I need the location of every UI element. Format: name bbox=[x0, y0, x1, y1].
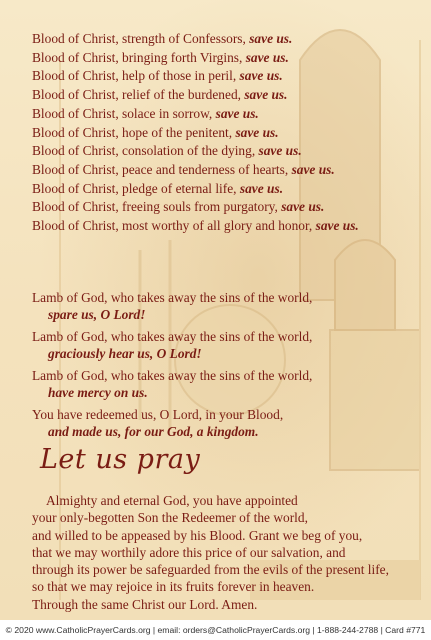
response-text: save us. bbox=[235, 124, 279, 140]
response-text: save us. bbox=[258, 143, 302, 159]
litany-line bbox=[32, 161, 422, 180]
litany-line bbox=[32, 180, 422, 199]
litany-line bbox=[32, 124, 422, 143]
prayer-line: your only-begotten Son the Redeemer of the world, bbox=[32, 510, 308, 526]
invocation-text: Blood of Christ, peace and tenderness of hearts, bbox=[32, 161, 292, 177]
stanza-line: You have redeemed us, O Lord, in your Blood, bbox=[32, 407, 284, 422]
stanza-line: Lamb of God, who takes away the sins of the world, bbox=[32, 329, 313, 344]
litany-line bbox=[32, 198, 422, 217]
response-text: save us. bbox=[249, 31, 293, 46]
agnus-dei bbox=[32, 289, 422, 445]
agnus-dei-stanza bbox=[32, 367, 422, 401]
invocation-text: Blood of Christ, hope of the penitent, bbox=[32, 124, 236, 140]
prayer-line: that we may worthily adore this price of our salvation, and bbox=[32, 544, 346, 560]
agnus-dei-stanza bbox=[32, 289, 422, 323]
stanza-line: Lamb of God, who takes away the sins of the world, bbox=[32, 368, 313, 383]
closing-prayer bbox=[32, 492, 427, 613]
agnus-dei-stanza bbox=[32, 406, 422, 440]
litany-line bbox=[32, 49, 422, 68]
response-text: save us. bbox=[239, 180, 284, 196]
response-text: save us. bbox=[281, 199, 325, 215]
response-text: save us. bbox=[315, 218, 359, 234]
stanza-line: Lamb of God, who takes away the sins of the world, bbox=[32, 290, 313, 305]
let-us-pray-heading: Let us pray bbox=[40, 444, 201, 475]
invocation-text: Blood of Christ, relief of the burdened, bbox=[32, 87, 245, 103]
litany-line bbox=[32, 67, 422, 86]
prayer-line: and willed to be appeased by his Blood. Grant we beg of you, bbox=[32, 527, 363, 543]
litany-line bbox=[32, 217, 422, 236]
invocation-text: Blood of Christ, bringing forth Virgins, bbox=[32, 49, 246, 65]
stanza-response: have mercy on us. bbox=[48, 385, 148, 400]
litany-line bbox=[32, 30, 422, 49]
invocation-text: Blood of Christ, consolation of the dying, bbox=[32, 143, 259, 159]
prayer-line: Almighty and eternal God, you have appointed bbox=[46, 493, 298, 508]
invocation-text: Blood of Christ, solace in sorrow, bbox=[32, 105, 216, 121]
litany-line bbox=[32, 142, 422, 161]
response-text: save us. bbox=[215, 105, 259, 121]
response-text: save us. bbox=[239, 68, 283, 84]
stanza-response: and made us, for our God, a kingdom. bbox=[48, 424, 259, 439]
prayer-line: through its power be safeguarded from the evils of the present life, bbox=[32, 562, 389, 578]
invocation-text: Blood of Christ, freeing souls from purgatory, bbox=[32, 199, 282, 215]
litany-line bbox=[32, 105, 422, 124]
response-text: save us. bbox=[245, 49, 289, 65]
invocation-text: Blood of Christ, strength of Confessors, bbox=[32, 31, 250, 46]
invocation-text: Blood of Christ, help of those in peril, bbox=[32, 68, 240, 84]
stanza-response: graciously hear us, O Lord! bbox=[48, 346, 202, 361]
invocation-text: Blood of Christ, pledge of eternal life, bbox=[32, 180, 240, 196]
litany bbox=[32, 30, 422, 236]
response-text: save us. bbox=[291, 161, 335, 177]
litany-line bbox=[32, 86, 422, 105]
response-text: save us. bbox=[244, 87, 288, 103]
stanza-response: spare us, O Lord! bbox=[48, 307, 146, 322]
agnus-dei-stanza bbox=[32, 328, 422, 362]
prayer-line: Through the same Christ our Lord. Amen. bbox=[32, 596, 258, 612]
footer-contact: © 2020 www.CatholicPrayerCards.org | email: orders@CatholicPrayerCards.org | 1-888-244-2788 | Card #771 bbox=[0, 620, 431, 640]
invocation-text: Blood of Christ, most worthy of all glory and honor, bbox=[32, 218, 316, 234]
prayer-line: so that we may rejoice in its fruits forever in heaven. bbox=[32, 579, 315, 595]
